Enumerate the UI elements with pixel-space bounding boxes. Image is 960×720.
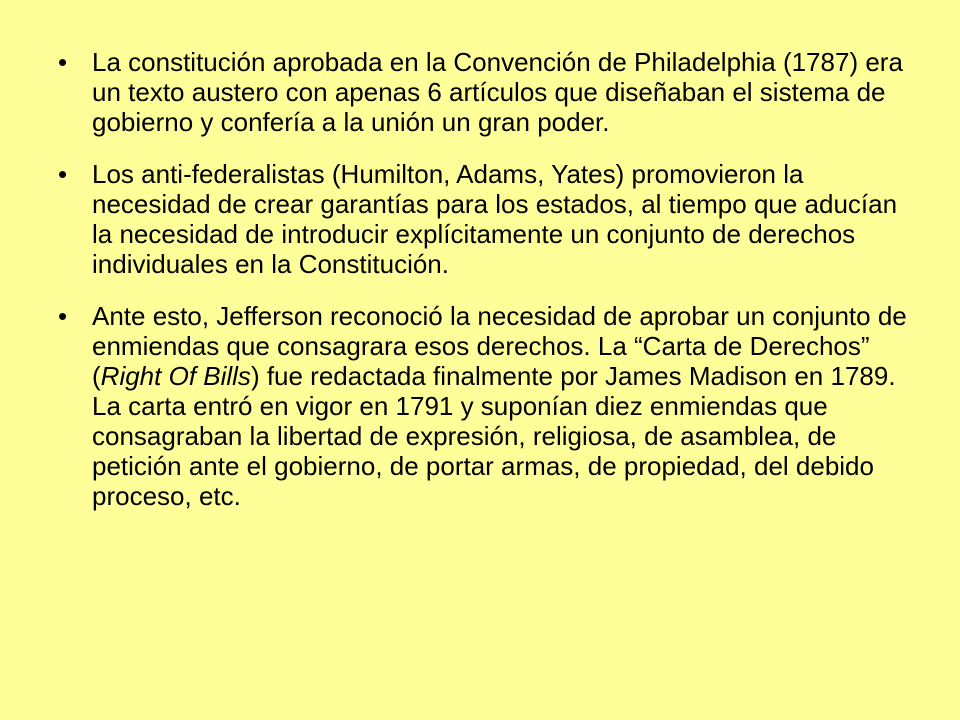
- bullet-text: • Los anti-federalistas (Humilton, Adams, Yates) promovieron la necesidad de crear garantías para los estados, al tiempo que aducían la necesidad de introducir explícitamente un conjunto de derechos individuales en la Constitución.: [92, 159, 898, 279]
- bullet-item-anti-federalists: [58, 159, 918, 279]
- bullet-text-before: Ante esto, Jefferson reconoció la necesidad de aprobar un conjunto de enmiendas que consagrara esos derechos. La “Carta de Derechos” (: [92, 301, 907, 391]
- bullet-text-italic: Right Of Bills: [100, 361, 251, 391]
- bullet-item-constitution: [58, 47, 918, 137]
- bullet-text-after: ) fue redactada finalmente por James Madison en 1789. La carta entró en vigor en 1791 y suponían diez enmiendas que consagraban la libertad de expresión, religiosa, de asamblea, de petición ante el gobierno, de portar armas, de propiedad, del debido proceso, etc.: [92, 361, 896, 511]
- bullet-list: [58, 47, 918, 533]
- bullet-text: [92, 301, 918, 511]
- bullet-item-bill-of-rights: [58, 301, 918, 511]
- bullet-text: • La constitución aprobada en la Convención de Philadelphia (1787) era un texto austero con apenas 6 artículos que diseñaban el sistema de gobierno y confería a la unión un gran poder.: [92, 47, 903, 137]
